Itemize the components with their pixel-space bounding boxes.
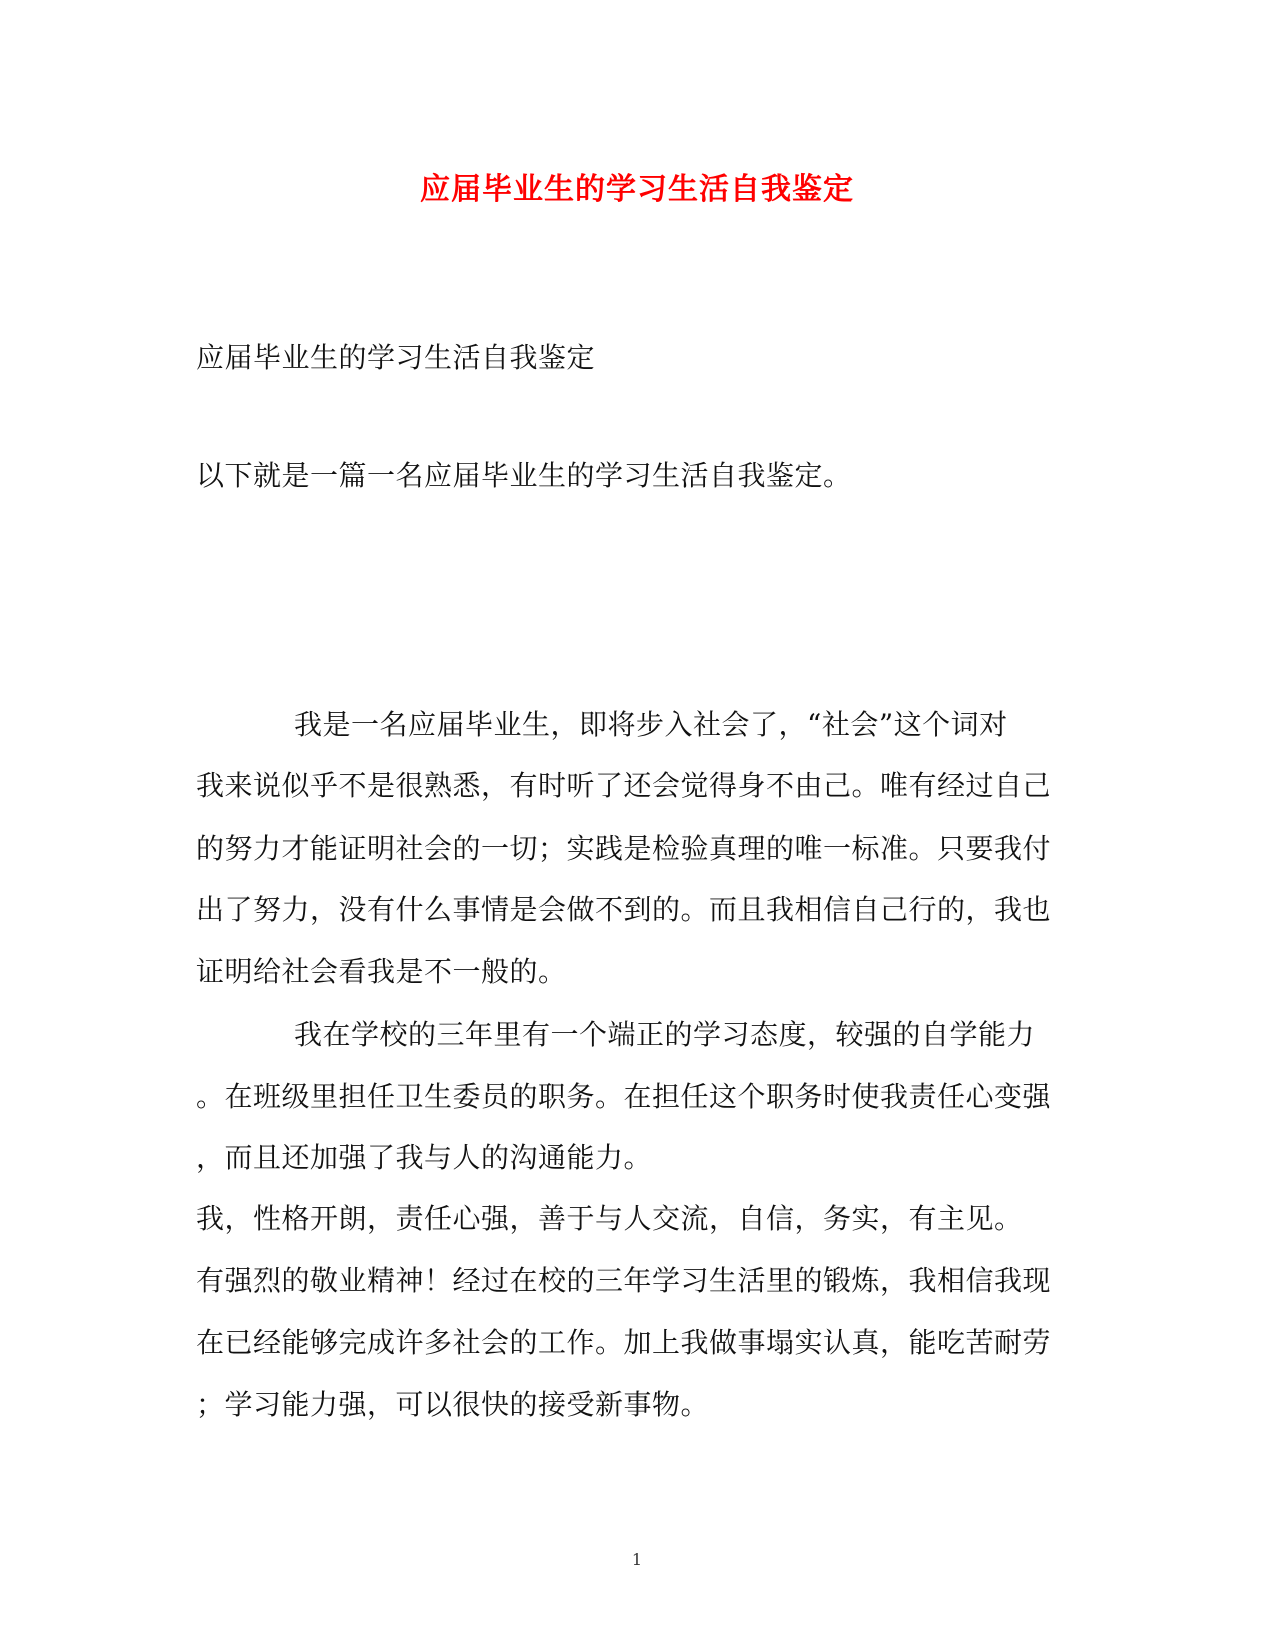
paragraph-line: 我，性格开朗，责任心强，善于与人交流，自信，务实，有主见。 — [196, 1202, 1023, 1235]
paragraph-line: 我来说似乎不是很熟悉，有时听了还会觉得身不由己。唯有经过自己 — [196, 769, 1052, 802]
paragraph-line: 的努力才能证明社会的一切；实践是检验真理的唯一标准。只要我付 — [196, 832, 1052, 865]
intro-line: 以下就是一篇一名应届毕业生的学习生活自我鉴定。 — [196, 459, 852, 492]
paragraph-line: 证明给社会看我是不一般的。 — [196, 955, 567, 988]
paragraph-line: ；学习能力强，可以很快的接受新事物。 — [196, 1388, 710, 1421]
paragraph-line: 我在学校的三年里有一个端正的学习态度，较强的自学能力 — [294, 1018, 1036, 1051]
document-subtitle: 应届毕业生的学习生活自我鉴定 — [196, 341, 596, 374]
paragraph-line: ，而且还加强了我与人的沟通能力。 — [196, 1141, 653, 1174]
paragraph-line: 有强烈的敬业精神！经过在校的三年学习生活里的锻炼，我相信我现 — [196, 1264, 1052, 1297]
page-number: 1 — [631, 1550, 643, 1569]
paragraph-line: 出了努力，没有什么事情是会做不到的。而且我相信自己行的，我也 — [196, 893, 1052, 926]
paragraph-line: 在已经能够完成许多社会的工作。加上我做事塌实认真，能吃苦耐劳 — [196, 1326, 1052, 1359]
paragraph-line: 。在班级里担任卫生委员的职务。在担任这个职务时使我责任心变强 — [196, 1080, 1052, 1113]
paragraph-line: 我是一名应届毕业生，即将步入社会了，“社会”这个词对 — [294, 708, 1008, 741]
document-title: 应届毕业生的学习生活自我鉴定 — [420, 172, 854, 207]
